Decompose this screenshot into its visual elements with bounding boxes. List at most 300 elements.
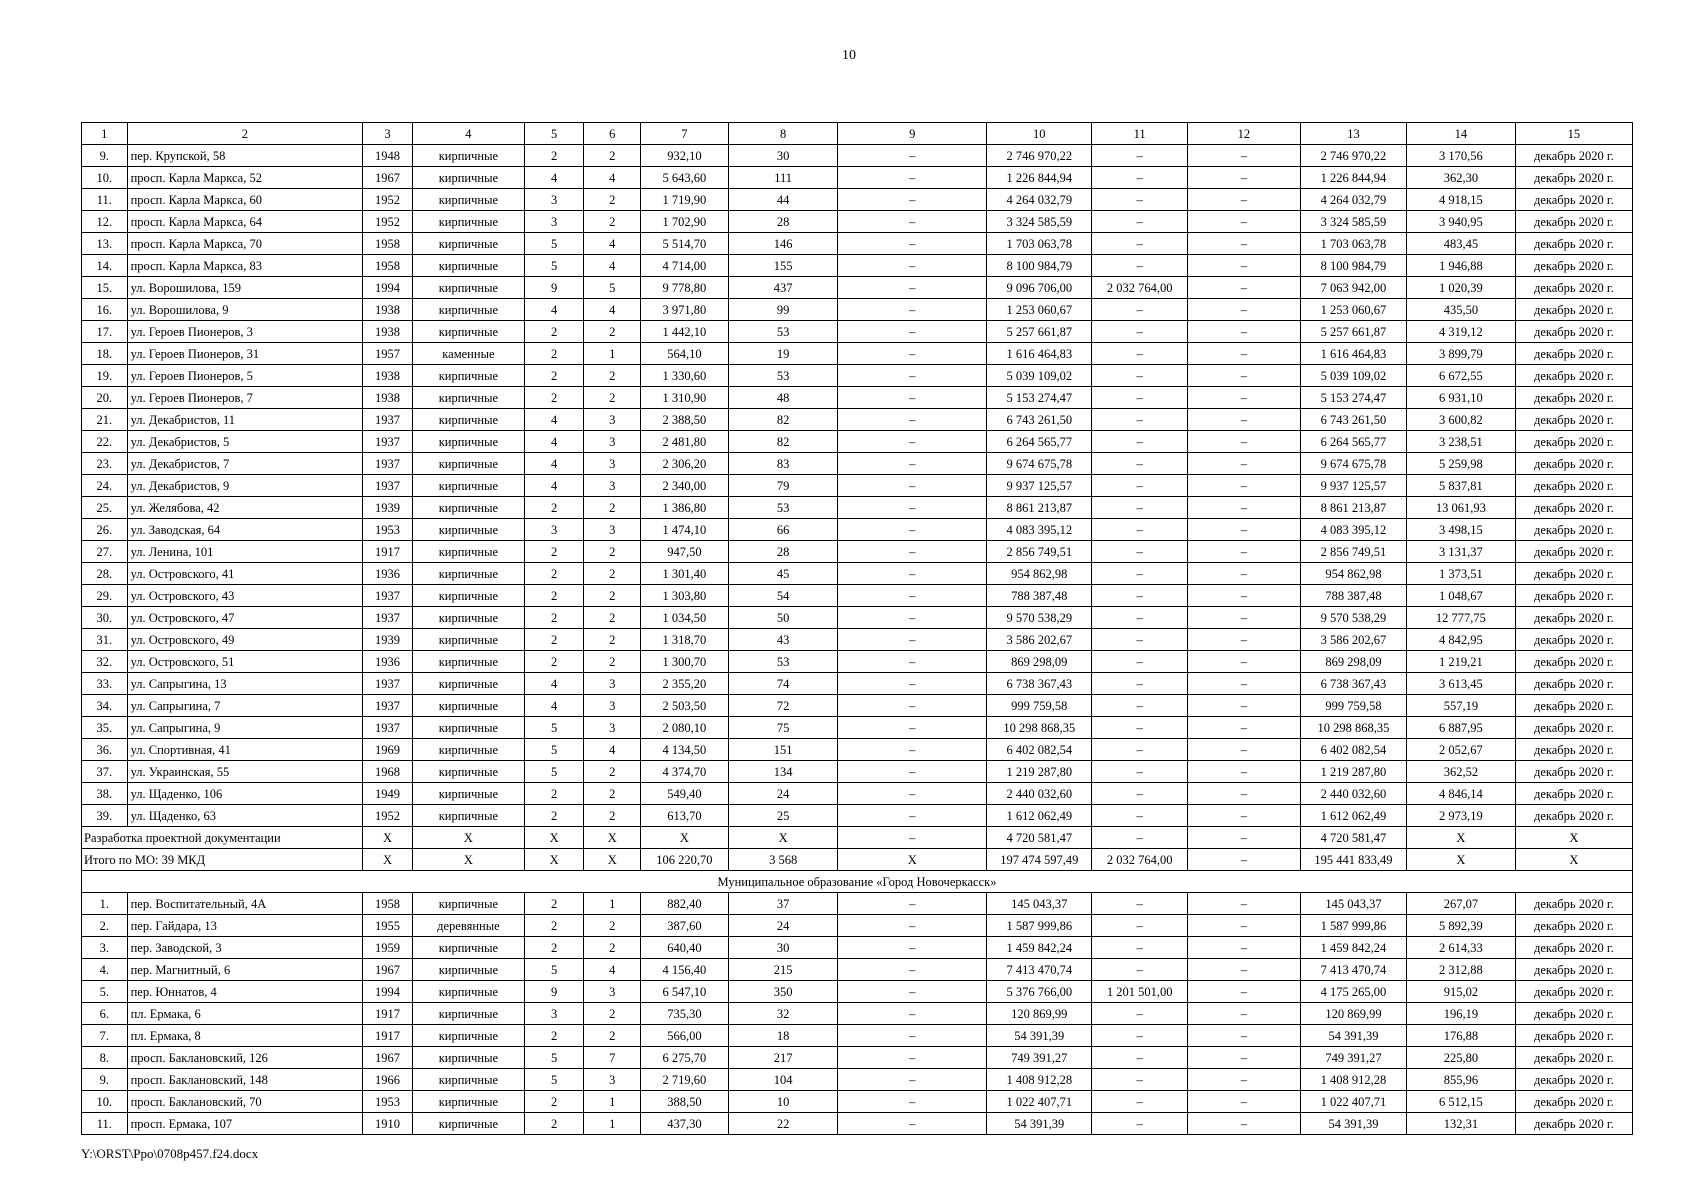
cost-col-11-cell: –	[1092, 1113, 1188, 1135]
total-area-cell: 2 306,20	[640, 453, 728, 475]
cost-col-11-cell: –	[1092, 167, 1188, 189]
residents-cell: 72	[728, 695, 838, 717]
total-cost-cell: 788 387,48	[987, 585, 1092, 607]
table-row	[82, 343, 1633, 365]
cost-col-9-cell: –	[838, 717, 987, 739]
repair-registry-table	[81, 122, 1633, 1135]
residents-cell: 53	[728, 497, 838, 519]
total-cost-cell: 9 570 538,29	[987, 607, 1092, 629]
completion-date-cell: X	[1515, 827, 1632, 849]
completion-date-cell: декабрь 2020 г.	[1515, 299, 1632, 321]
address-cell: пл. Ермака, 6	[127, 1003, 363, 1025]
cost-col-12-cell: –	[1187, 519, 1300, 541]
year-built-cell: 1953	[363, 1091, 413, 1113]
cost-col-12-cell: –	[1187, 145, 1300, 167]
cost-col-13-cell: 195 441 833,49	[1300, 849, 1406, 871]
unit-cost-cell: 13 061,93	[1407, 497, 1516, 519]
total-area-cell: 1 702,90	[640, 211, 728, 233]
row-number-cell: 29.	[82, 585, 128, 607]
completion-date-cell: декабрь 2020 г.	[1515, 1113, 1632, 1135]
residents-cell: 28	[728, 211, 838, 233]
cost-col-13-cell: 1 022 407,71	[1300, 1091, 1406, 1113]
residents-cell: 48	[728, 387, 838, 409]
unit-cost-cell: 3 131,37	[1407, 541, 1516, 563]
total-area-cell: 1 474,10	[640, 519, 728, 541]
cost-col-12-cell: –	[1187, 805, 1300, 827]
row-number-cell: 20.	[82, 387, 128, 409]
entrances-cell: 2	[584, 783, 640, 805]
floors-cell: 5	[524, 739, 584, 761]
table-row	[82, 937, 1633, 959]
total-cost-cell: 54 391,39	[987, 1113, 1092, 1135]
entrances-cell: 3	[584, 695, 640, 717]
column-number-header: 7	[640, 123, 728, 145]
wall-material-cell: кирпичные	[413, 1091, 525, 1113]
cost-col-13-cell: 9 570 538,29	[1300, 607, 1406, 629]
wall-material-cell: кирпичные	[413, 255, 525, 277]
completion-date-cell: декабрь 2020 г.	[1515, 277, 1632, 299]
wall-material-cell: кирпичные	[413, 1003, 525, 1025]
completion-date-cell: декабрь 2020 г.	[1515, 1047, 1632, 1069]
total-cost-cell: 6 402 082,54	[987, 739, 1092, 761]
entrances-cell: 4	[584, 167, 640, 189]
year-built-cell: 1937	[363, 453, 413, 475]
total-area-cell: 4 156,40	[640, 959, 728, 981]
table-row	[82, 607, 1633, 629]
table-row	[82, 673, 1633, 695]
column-number-header: 10	[987, 123, 1092, 145]
completion-date-cell: декабрь 2020 г.	[1515, 541, 1632, 563]
total-area-cell: 4 374,70	[640, 761, 728, 783]
cost-col-11-cell: –	[1092, 1091, 1188, 1113]
floors-cell: 2	[524, 321, 584, 343]
year-built-cell: 1966	[363, 1069, 413, 1091]
row-number-cell: 17.	[82, 321, 128, 343]
cost-col-9-cell: –	[838, 1113, 987, 1135]
total-cost-cell: 1 703 063,78	[987, 233, 1092, 255]
cost-col-9-cell: –	[838, 343, 987, 365]
cost-col-11-cell: –	[1092, 255, 1188, 277]
address-cell: пер. Магнитный, 6	[127, 959, 363, 981]
unit-cost-cell: 3 600,82	[1407, 409, 1516, 431]
floors-cell: 2	[524, 497, 584, 519]
completion-date-cell: декабрь 2020 г.	[1515, 805, 1632, 827]
address-cell: пер. Гайдара, 13	[127, 915, 363, 937]
total-area-cell: 2 481,80	[640, 431, 728, 453]
address-cell: пер. Заводской, 3	[127, 937, 363, 959]
cost-col-12-cell: –	[1187, 541, 1300, 563]
cost-col-12-cell: –	[1187, 1003, 1300, 1025]
year-built-cell: 1958	[363, 233, 413, 255]
completion-date-cell: декабрь 2020 г.	[1515, 717, 1632, 739]
completion-date-cell: декабрь 2020 г.	[1515, 783, 1632, 805]
entrances-cell: X	[584, 827, 640, 849]
residents-cell: 53	[728, 321, 838, 343]
cost-col-12-cell: –	[1187, 959, 1300, 981]
cost-col-13-cell: 145 043,37	[1300, 893, 1406, 915]
entrances-cell: 5	[584, 277, 640, 299]
wall-material-cell: кирпичные	[413, 321, 525, 343]
year-built-cell: 1936	[363, 563, 413, 585]
total-area-cell: 2 340,00	[640, 475, 728, 497]
unit-cost-cell: 5 259,98	[1407, 453, 1516, 475]
cost-col-9-cell: –	[838, 585, 987, 607]
cost-col-13-cell: 1 587 999,86	[1300, 915, 1406, 937]
total-cost-cell: 1 408 912,28	[987, 1069, 1092, 1091]
row-number-cell: 4.	[82, 959, 128, 981]
year-built-cell: 1953	[363, 519, 413, 541]
entrances-cell: 2	[584, 365, 640, 387]
table-row	[82, 1069, 1633, 1091]
wall-material-cell: каменные	[413, 343, 525, 365]
unit-cost-cell: 3 899,79	[1407, 343, 1516, 365]
address-cell: ул. Ленина, 101	[127, 541, 363, 563]
residents-cell: 437	[728, 277, 838, 299]
residents-cell: 19	[728, 343, 838, 365]
cost-col-13-cell: 5 039 109,02	[1300, 365, 1406, 387]
cost-col-9-cell: –	[838, 299, 987, 321]
year-built-cell: 1937	[363, 673, 413, 695]
floors-cell: 5	[524, 959, 584, 981]
completion-date-cell: X	[1515, 849, 1632, 871]
floors-cell: 2	[524, 805, 584, 827]
completion-date-cell: декабрь 2020 г.	[1515, 167, 1632, 189]
unit-cost-cell: 132,31	[1407, 1113, 1516, 1135]
row-number-cell: 5.	[82, 981, 128, 1003]
residents-cell: 30	[728, 937, 838, 959]
address-cell: пер. Крупской, 58	[127, 145, 363, 167]
unit-cost-cell: 4 319,12	[1407, 321, 1516, 343]
cost-col-13-cell: 2 746 970,22	[1300, 145, 1406, 167]
unit-cost-cell: 5 892,39	[1407, 915, 1516, 937]
total-area-cell: 2 719,60	[640, 1069, 728, 1091]
table-row	[82, 211, 1633, 233]
cost-col-13-cell: 8 861 213,87	[1300, 497, 1406, 519]
cost-col-11-cell: –	[1092, 673, 1188, 695]
floors-cell: 2	[524, 1113, 584, 1135]
entrances-cell: 3	[584, 981, 640, 1003]
wall-material-cell: кирпичные	[413, 387, 525, 409]
cost-col-11-cell: –	[1092, 893, 1188, 915]
completion-date-cell: декабрь 2020 г.	[1515, 519, 1632, 541]
wall-material-cell: кирпичные	[413, 519, 525, 541]
cost-col-12-cell: –	[1187, 167, 1300, 189]
column-number-header: 8	[728, 123, 838, 145]
cost-col-11-cell: –	[1092, 739, 1188, 761]
unit-cost-cell: 435,50	[1407, 299, 1516, 321]
cost-col-12-cell: –	[1187, 1091, 1300, 1113]
total-area-cell: 1 386,80	[640, 497, 728, 519]
cost-col-13-cell: 954 862,98	[1300, 563, 1406, 585]
address-cell: ул. Ворошилова, 159	[127, 277, 363, 299]
completion-date-cell: декабрь 2020 г.	[1515, 607, 1632, 629]
total-area-cell: 882,40	[640, 893, 728, 915]
residents-cell: 25	[728, 805, 838, 827]
floors-cell: 9	[524, 981, 584, 1003]
table-row	[82, 585, 1633, 607]
wall-material-cell: кирпичные	[413, 937, 525, 959]
residents-cell: 32	[728, 1003, 838, 1025]
address-cell: просп. Карла Маркса, 64	[127, 211, 363, 233]
address-cell: ул. Островского, 47	[127, 607, 363, 629]
page-number: 10	[842, 48, 856, 63]
row-number-cell: 11.	[82, 1113, 128, 1135]
year-built-cell: 1936	[363, 651, 413, 673]
residents-cell: X	[728, 827, 838, 849]
table-row	[82, 387, 1633, 409]
entrances-cell: 2	[584, 189, 640, 211]
unit-cost-cell: 557,19	[1407, 695, 1516, 717]
table-row	[82, 299, 1633, 321]
year-built-cell: 1917	[363, 541, 413, 563]
floors-cell: 2	[524, 1025, 584, 1047]
cost-col-11-cell: –	[1092, 497, 1188, 519]
column-number-header: 3	[363, 123, 413, 145]
table-row	[82, 1025, 1633, 1047]
address-cell: ул. Щаденко, 106	[127, 783, 363, 805]
cost-col-12-cell: –	[1187, 783, 1300, 805]
completion-date-cell: декабрь 2020 г.	[1515, 409, 1632, 431]
cost-col-9-cell: –	[838, 277, 987, 299]
entrances-cell: 3	[584, 717, 640, 739]
total-area-cell: 564,10	[640, 343, 728, 365]
cost-col-11-cell: –	[1092, 321, 1188, 343]
table-row	[82, 167, 1633, 189]
wall-material-cell: кирпичные	[413, 1069, 525, 1091]
floors-cell: 2	[524, 893, 584, 915]
cost-col-9-cell: –	[838, 1003, 987, 1025]
column-number-header: 13	[1300, 123, 1406, 145]
total-cost-cell: 4 264 032,79	[987, 189, 1092, 211]
completion-date-cell: декабрь 2020 г.	[1515, 1025, 1632, 1047]
cost-col-11-cell: –	[1092, 827, 1188, 849]
address-cell: пер. Воспитательный, 4А	[127, 893, 363, 915]
wall-material-cell: кирпичные	[413, 673, 525, 695]
year-built-cell: 1959	[363, 937, 413, 959]
row-number-cell: 8.	[82, 1047, 128, 1069]
residents-cell: 22	[728, 1113, 838, 1135]
total-area-cell: 6 547,10	[640, 981, 728, 1003]
year-built-cell: 1938	[363, 365, 413, 387]
wall-material-cell: кирпичные	[413, 607, 525, 629]
residents-cell: 83	[728, 453, 838, 475]
year-built-cell: 1948	[363, 145, 413, 167]
row-number-cell: 23.	[82, 453, 128, 475]
completion-date-cell: декабрь 2020 г.	[1515, 1069, 1632, 1091]
column-number-header: 14	[1407, 123, 1516, 145]
completion-date-cell: декабрь 2020 г.	[1515, 629, 1632, 651]
address-cell: ул. Украинская, 55	[127, 761, 363, 783]
total-area-cell: 2 355,20	[640, 673, 728, 695]
year-built-cell: 1952	[363, 805, 413, 827]
floors-cell: 2	[524, 915, 584, 937]
wall-material-cell: деревянные	[413, 915, 525, 937]
residents-cell: 28	[728, 541, 838, 563]
table-row	[82, 365, 1633, 387]
total-cost-cell: 1 022 407,71	[987, 1091, 1092, 1113]
address-cell: ул. Сапрыгина, 7	[127, 695, 363, 717]
table-row	[82, 189, 1633, 211]
unit-cost-cell: 483,45	[1407, 233, 1516, 255]
completion-date-cell: декабрь 2020 г.	[1515, 585, 1632, 607]
cost-col-9-cell: –	[838, 145, 987, 167]
row-number-cell: 15.	[82, 277, 128, 299]
cost-col-9-cell: –	[838, 365, 987, 387]
table-row	[82, 893, 1633, 915]
cost-col-12-cell: –	[1187, 255, 1300, 277]
total-area-cell: 1 719,90	[640, 189, 728, 211]
floors-cell: 5	[524, 1047, 584, 1069]
table-row	[82, 695, 1633, 717]
column-number-header: 1	[82, 123, 128, 145]
year-built-cell: 1938	[363, 299, 413, 321]
entrances-cell: 3	[584, 475, 640, 497]
cost-col-13-cell: 999 759,58	[1300, 695, 1406, 717]
floors-cell: 3	[524, 211, 584, 233]
residents-cell: 146	[728, 233, 838, 255]
cost-col-13-cell: 54 391,39	[1300, 1113, 1406, 1135]
floors-cell: 2	[524, 563, 584, 585]
floors-cell: 4	[524, 167, 584, 189]
cost-col-13-cell: 1 408 912,28	[1300, 1069, 1406, 1091]
residents-cell: 24	[728, 915, 838, 937]
cost-col-13-cell: 6 743 261,50	[1300, 409, 1406, 431]
cost-col-9-cell: X	[838, 849, 987, 871]
column-number-header: 5	[524, 123, 584, 145]
table-row	[82, 255, 1633, 277]
row-number-cell: 25.	[82, 497, 128, 519]
floors-cell: 2	[524, 541, 584, 563]
wall-material-cell: кирпичные	[413, 893, 525, 915]
address-cell: просп. Карла Маркса, 60	[127, 189, 363, 211]
address-cell: ул. Щаденко, 63	[127, 805, 363, 827]
table-row	[82, 431, 1633, 453]
total-area-cell: 1 318,70	[640, 629, 728, 651]
address-cell: ул. Островского, 41	[127, 563, 363, 585]
table-row	[82, 277, 1633, 299]
unit-cost-cell: 267,07	[1407, 893, 1516, 915]
cost-col-12-cell: –	[1187, 321, 1300, 343]
completion-date-cell: декабрь 2020 г.	[1515, 211, 1632, 233]
floors-cell: 4	[524, 475, 584, 497]
floors-cell: 3	[524, 1003, 584, 1025]
residents-cell: 82	[728, 409, 838, 431]
address-cell: ул. Островского, 49	[127, 629, 363, 651]
floors-cell: X	[524, 849, 584, 871]
entrances-cell: 2	[584, 761, 640, 783]
total-cost-cell: 954 862,98	[987, 563, 1092, 585]
wall-material-cell: кирпичные	[413, 431, 525, 453]
total-cost-cell: 8 861 213,87	[987, 497, 1092, 519]
year-built-cell: 1939	[363, 497, 413, 519]
total-cost-cell: 749 391,27	[987, 1047, 1092, 1069]
cost-col-9-cell: –	[838, 629, 987, 651]
cost-col-13-cell: 7 063 942,00	[1300, 277, 1406, 299]
entrances-cell: 2	[584, 497, 640, 519]
unit-cost-cell: X	[1407, 827, 1516, 849]
total-cost-cell: 9 096 706,00	[987, 277, 1092, 299]
cost-col-11-cell: –	[1092, 189, 1188, 211]
cost-col-11-cell: –	[1092, 805, 1188, 827]
cost-col-13-cell: 5 153 274,47	[1300, 387, 1406, 409]
total-cost-cell: 999 759,58	[987, 695, 1092, 717]
unit-cost-cell: 4 846,14	[1407, 783, 1516, 805]
cost-col-9-cell: –	[838, 607, 987, 629]
footer-file-path: Y:\ORST\Ppo\0708p457.f24.docx	[81, 1146, 259, 1161]
completion-date-cell: декабрь 2020 г.	[1515, 915, 1632, 937]
floors-cell: 2	[524, 937, 584, 959]
completion-date-cell: декабрь 2020 г.	[1515, 431, 1632, 453]
cost-col-11-cell: –	[1092, 761, 1188, 783]
wall-material-cell: кирпичные	[413, 695, 525, 717]
table-row	[82, 563, 1633, 585]
cost-col-9-cell: –	[838, 1025, 987, 1047]
cost-col-9-cell: –	[838, 937, 987, 959]
unit-cost-cell: 5 837,81	[1407, 475, 1516, 497]
floors-cell: 2	[524, 387, 584, 409]
row-number-cell: 21.	[82, 409, 128, 431]
cost-col-9-cell: –	[838, 475, 987, 497]
unit-cost-cell: X	[1407, 849, 1516, 871]
completion-date-cell: декабрь 2020 г.	[1515, 739, 1632, 761]
entrances-cell: 1	[584, 893, 640, 915]
row-number-cell: 1.	[82, 893, 128, 915]
cost-col-11-cell: –	[1092, 585, 1188, 607]
floors-cell: 2	[524, 343, 584, 365]
cost-col-12-cell: –	[1187, 651, 1300, 673]
floors-cell: 4	[524, 431, 584, 453]
cost-col-13-cell: 788 387,48	[1300, 585, 1406, 607]
address-cell: ул. Декабристов, 7	[127, 453, 363, 475]
year-built-cell: 1952	[363, 189, 413, 211]
total-area-cell: 1 310,90	[640, 387, 728, 409]
address-cell: пл. Ермака, 8	[127, 1025, 363, 1047]
year-built-cell: 1917	[363, 1003, 413, 1025]
wall-material-cell: кирпичные	[413, 1047, 525, 1069]
residents-cell: 50	[728, 607, 838, 629]
total-cost-cell: 1 226 844,94	[987, 167, 1092, 189]
entrances-cell: 2	[584, 585, 640, 607]
cost-col-13-cell: 9 937 125,57	[1300, 475, 1406, 497]
wall-material-cell: кирпичные	[413, 189, 525, 211]
total-cost-cell: 9 674 675,78	[987, 453, 1092, 475]
cost-col-12-cell: –	[1187, 343, 1300, 365]
cost-col-12-cell: –	[1187, 981, 1300, 1003]
total-area-cell: 735,30	[640, 1003, 728, 1025]
row-number-cell: 39.	[82, 805, 128, 827]
total-area-cell: 613,70	[640, 805, 728, 827]
wall-material-cell: кирпичные	[413, 805, 525, 827]
cost-col-9-cell: –	[838, 211, 987, 233]
column-number-header: 15	[1515, 123, 1632, 145]
completion-date-cell: декабрь 2020 г.	[1515, 981, 1632, 1003]
floors-cell: 2	[524, 1091, 584, 1113]
cost-col-9-cell: –	[838, 167, 987, 189]
cost-col-9-cell: –	[838, 541, 987, 563]
total-cost-cell: 1 612 062,49	[987, 805, 1092, 827]
floors-cell: 4	[524, 409, 584, 431]
completion-date-cell: декабрь 2020 г.	[1515, 1091, 1632, 1113]
cost-col-13-cell: 3 586 202,67	[1300, 629, 1406, 651]
total-cost-cell: 1 253 060,67	[987, 299, 1092, 321]
total-cost-cell: 2 440 032,60	[987, 783, 1092, 805]
total-cost-cell: 3 324 585,59	[987, 211, 1092, 233]
cost-col-11-cell: –	[1092, 563, 1188, 585]
total-area-cell: 1 300,70	[640, 651, 728, 673]
row-number-cell: 27.	[82, 541, 128, 563]
floors-cell: X	[524, 827, 584, 849]
cost-col-11-cell: –	[1092, 1069, 1188, 1091]
